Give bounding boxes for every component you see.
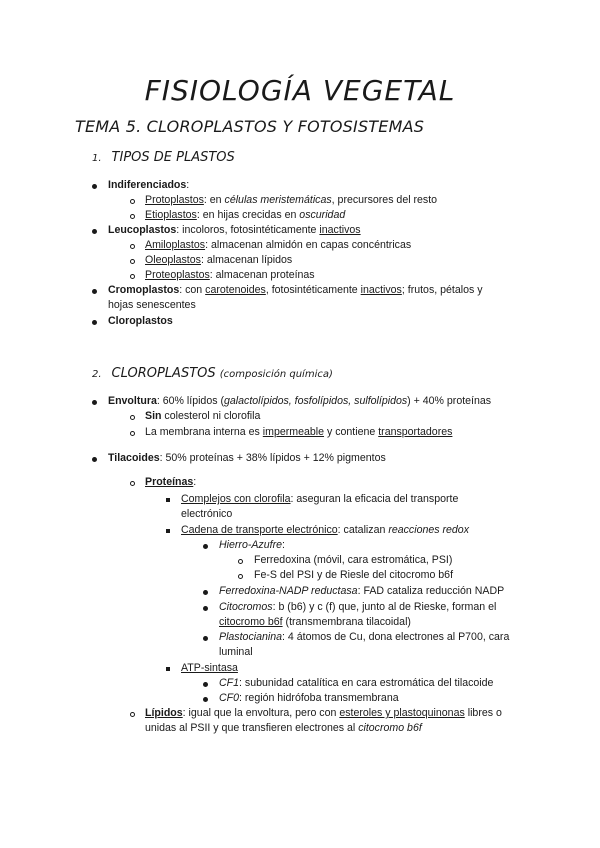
list-item-lipidos: Lípidos: igual que la envoltura, pero con esteroles y plastoquinonas libres o [145, 707, 502, 719]
bullet-dot-icon [203, 636, 208, 641]
list-item-hierro-azufre: Hierro-Azufre: [219, 539, 285, 551]
list-item-citocromos: Citocromos: b (b6) y c (f) que, junto al de Rieske, forman el [219, 601, 497, 613]
bullet-circle-icon [130, 199, 135, 204]
section-2-heading [92, 366, 333, 381]
list-item-plastocianina-cont: luminal [219, 646, 253, 658]
list-item-envoltura: Envoltura: 60% lípidos (galactolípidos, fosfolípidos, sulfolípidos) + 40% proteínas [108, 395, 492, 407]
list-item-sin-colesterol: Sin colesterol ni clorofila [145, 410, 261, 422]
section-subtitle: (composición química) [219, 369, 333, 380]
bullet-square-icon [166, 667, 170, 671]
list-item-complejos-cont: electrónico [181, 508, 233, 520]
section-title: CLOROPLASTOS [111, 366, 220, 381]
bullet-dot-icon [203, 682, 208, 687]
bullet-circle-icon [130, 481, 135, 486]
section-number: 2. [92, 369, 102, 380]
bullet-circle-icon [130, 431, 135, 436]
section-number: 1. [92, 153, 102, 164]
list-item-indiferenciados: Indiferenciados: [108, 179, 190, 191]
bullet-dot-icon [203, 544, 208, 549]
list-item-leucoplastos: Leucoplastos: incoloros, fotosintéticamente inactivos [108, 224, 361, 236]
bullet-circle-icon [238, 574, 243, 579]
list-item-proteoplastos: Proteoplastos: almacenan proteínas [145, 269, 315, 281]
list-item-protoplastos: Protoplastos: en células meristemáticas, precursores del resto [145, 194, 438, 206]
list-item-cadena-transporte: Cadena de transporte electrónico: catalizan reacciones redox [181, 524, 469, 536]
list-item-ferredoxina: Ferredoxina (móvil, cara estromática, PSI) [254, 554, 453, 566]
bullet-dot-icon [203, 590, 208, 595]
list-item-etioplastos: Etioplastos: en hijas crecidas en oscuridad [145, 209, 346, 221]
list-item-citocromos-cont: citocromo b6f (transmembrana tilacoidal) [219, 616, 411, 628]
bullet-dot-icon [92, 289, 97, 294]
bullet-circle-icon [238, 559, 243, 564]
bullet-dot-icon [203, 606, 208, 611]
list-item-cromoplastos: Cromoplastos: con carotenoides, fotosintéticamente inactivos; frutos, pétalos y [108, 284, 483, 296]
bullet-dot-icon [92, 184, 97, 189]
bullet-dot-icon [92, 457, 97, 462]
list-item-plastocianina: Plastocianina: 4 átomos de Cu, dona electrones al P700, cara [219, 631, 510, 643]
document-title: FISIOLOGÍA VEGETAL [144, 74, 456, 107]
list-item-complejos-clorofila: Complejos con clorofila: aseguran la eficacia del transporte [181, 493, 459, 505]
list-item-membrana-interna: La membrana interna es impermeable y contiene transportadores [145, 426, 453, 438]
list-item-cf1: CF1: subunidad catalítica en cara estromática del tilacoide [219, 677, 494, 689]
list-item-fe-s: Fe-S del PSI y de Riesle del citocromo b6f [254, 569, 454, 581]
list-item-atp-sintasa: ATP-sintasa [181, 662, 238, 674]
topic-heading: TEMA 5. CLOROPLASTOS Y FOTOSISTEMAS [75, 117, 425, 136]
bullet-circle-icon [130, 415, 135, 420]
bullet-circle-icon [130, 274, 135, 279]
list-item-amiloplastos: Amiloplastos: almacenan almidón en capas concéntricas [145, 239, 412, 251]
bullet-square-icon [166, 498, 170, 502]
list-item-cromoplastos-cont: hojas senescentes [108, 299, 196, 311]
bullet-circle-icon [130, 712, 135, 717]
bullet-square-icon [166, 529, 170, 533]
list-item-cf0: CF0: región hidrófoba transmembrana [219, 692, 399, 704]
list-item-lipidos-cont: unidas al PSII y que transfieren electrones al citocromo b6f [145, 722, 422, 734]
list-item-oleoplastos: Oleoplastos: almacenan lípidos [145, 254, 293, 266]
bullet-circle-icon [130, 214, 135, 219]
bullet-dot-icon [92, 320, 97, 325]
section-title: TIPOS DE PLASTOS [111, 150, 235, 165]
list-item-proteinas: Proteínas: [145, 476, 197, 488]
list-item-fnr: Ferredoxina-NADP reductasa: FAD cataliza reducción NADP [219, 585, 505, 597]
bullet-circle-icon [130, 244, 135, 249]
bullet-dot-icon [92, 229, 97, 234]
list-item-tilacoides: Tilacoides: 50% proteínas + 38% lípidos + 12% pigmentos [108, 452, 386, 464]
list-item-cloroplastos: Cloroplastos [108, 315, 173, 327]
bullet-dot-icon [92, 400, 97, 405]
section-1-heading [92, 150, 235, 165]
bullet-circle-icon [130, 259, 135, 264]
bullet-dot-icon [203, 697, 208, 702]
